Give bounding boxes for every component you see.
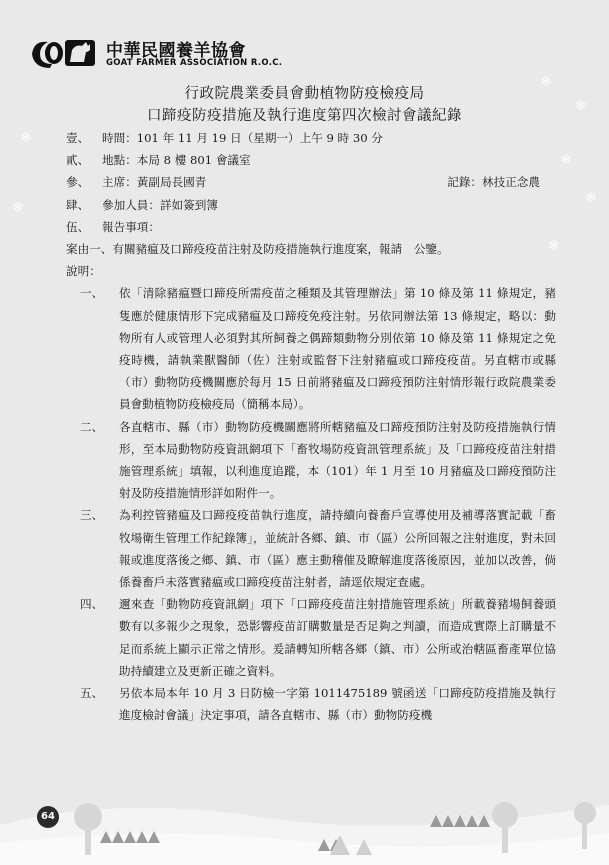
- item-number: 肆、: [66, 197, 90, 212]
- item-value: 本局 8 樓 801 會議室: [136, 153, 251, 168]
- item-attendees: [66, 194, 556, 216]
- item-label: 主席：: [102, 175, 137, 190]
- snowflake-icon: ❄: [12, 200, 24, 216]
- paragraph-text: 依「清除豬瘟暨口蹄疫所需疫苗之種類及其管理辦法」第 10 條及第 11 條規定，豬隻應於健康情形下完成豬瘟及口蹄疫免疫注射。另依同辦法第 13 條規定，略以：動物所有人或管理人必須對其所飼養之偶蹄類動物分別依第 10 條及第 11 條規定之免疫時機，請執業獸醫師（佐）注射或監督下注射豬瘟或口蹄疫疫苗。另直轄市或縣（市）動物防疫機關應於每月 15 日前將豬瘟及口蹄疫預防注射情形報行政院農業委員會動植物防疫檢疫局（簡稱本局）。: [119, 286, 556, 412]
- snowflake-icon: ❄: [548, 238, 560, 254]
- paragraph-number: 五、: [80, 685, 104, 700]
- item-label: 報告事項：: [102, 219, 160, 234]
- explain-label: 說明：: [66, 264, 101, 279]
- item-value: 黃副局長國青: [136, 175, 207, 190]
- paragraph-text: 各直轄市、縣（市）動物防疫機關應將所轄豬瘟及口蹄疫預防注射及防疫措施執行情形，至本局動物防疫資訊網項下「畜牧場防疫資訊管理系統」及「口蹄疫疫苗注射措施管理系統」填報，以利進度追蹤，本（101）年 1 月至 10 月豬瘟及口蹄疫預防注射及防疫措施情形詳如附件一。: [119, 419, 556, 501]
- paragraph-text: 另依本局本年 10 月 3 日防檢一字第 1011475189 號函送「口蹄疫防疫措施及執行進度檢討會議」決定事項，請各直轄市、縣（市）動物防疫機: [119, 685, 556, 723]
- item-label: 地點：: [102, 153, 137, 168]
- paragraph-number: 三、: [80, 508, 104, 523]
- item-label: 參加人員：: [102, 197, 160, 212]
- paragraph-text: 邇來查「動物防疫資訊網」項下「口蹄疫疫苗注射措施管理系統」所載養豬場飼養頭數有以多報少之現象，恐影響疫苗訂購數量是否足夠之判讀，而造成實際上訂購量不足而系統上顯示正常之情形。爰請轉知所轄各鄉（鎮、市）公所或治轄區畜產單位協助持續建立及更新正確之資料。: [119, 597, 556, 678]
- snowflake-icon: ❄: [20, 130, 32, 146]
- page-number: 64: [37, 806, 59, 828]
- paragraph-number: 一、: [80, 286, 104, 301]
- page-header: [30, 34, 290, 72]
- document-subtitle: 口蹄疫防疫措施及執行進度第四次檢討會議紀錄: [147, 108, 462, 124]
- item-time: [66, 127, 556, 149]
- snowflake-icon: ❄: [575, 98, 587, 114]
- item-number: 壹、: [66, 131, 90, 145]
- item-label: 時間：: [102, 131, 137, 145]
- document-body: [66, 127, 556, 726]
- paragraph: [66, 504, 556, 593]
- item-value: 詳如簽到簿: [159, 197, 218, 212]
- document-title: 行政院農業委員會動植物防疫檢疫局: [184, 86, 425, 102]
- item-location: [66, 149, 556, 171]
- item-report: [66, 216, 556, 238]
- snowflake-icon: ❄: [560, 152, 572, 168]
- footer-landscape: [0, 755, 609, 865]
- paragraph-text: 為利控管豬瘟及口蹄疫疫苗執行進度，請持續向養畜戶宣導使用及補導落實記載「畜牧場衛生管理工作紀錄簿」，並統計各鄉、鎮、市（區）公所回報之注射進度，對未回報或進度落後之鄉、鎮、市（區）應主動稽催及瞭解進度落後原因，並加以改善，倘係養畜戶未落實豬瘟或口蹄疫疫苗注射者，請逕依規定查處。: [119, 508, 556, 589]
- item-number: 伍、: [66, 219, 90, 234]
- item-value: 101 年 11 月 19 日（星期一）上午 9 時 30 分: [136, 131, 383, 145]
- paragraph: [66, 593, 556, 682]
- paragraph-number: 二、: [80, 419, 104, 434]
- case-title: 案由一、有關豬瘟及口蹄疫疫苗注射及防疫措施執行進度案，報請 公鑒。: [66, 241, 449, 256]
- brand-name-en: GOAT FARMER ASSOCIATION R.O.C.: [106, 58, 283, 68]
- snowflake-icon: ❄: [585, 190, 597, 206]
- paragraph: [66, 682, 556, 726]
- brand-name-zh: 中華民國養羊協會: [106, 41, 246, 61]
- recorder: 記錄：林技正念農: [447, 175, 540, 190]
- snowflake-icon: ❄: [540, 74, 552, 90]
- paragraph: [66, 416, 556, 505]
- paragraph-number: 四、: [80, 597, 104, 612]
- goat-logo-icon: [30, 34, 100, 70]
- paragraph: [66, 282, 556, 415]
- item-chair: [66, 171, 556, 193]
- item-number: 貳、: [66, 153, 90, 168]
- item-number: 參、: [66, 175, 90, 190]
